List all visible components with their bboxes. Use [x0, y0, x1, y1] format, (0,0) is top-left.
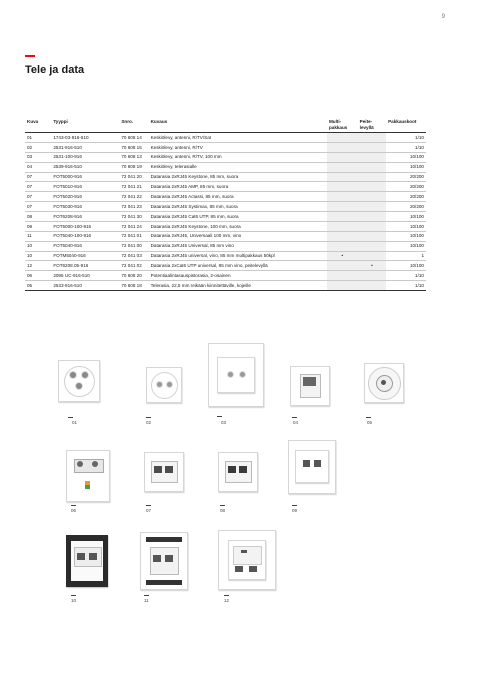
cell-kuva: 07	[25, 192, 51, 202]
cell-kuva: 07	[25, 182, 51, 192]
cell-kuvaus: Datarasia 2xRJ45 Universal, 85 mm vino	[149, 241, 327, 251]
header-kuvaus: Kuvaus	[149, 118, 327, 133]
cell-snro: 70 608 20	[119, 271, 148, 281]
cell-pakkauskoot: 20/200	[386, 192, 426, 202]
cell-peitelevylla	[358, 231, 386, 241]
accent-bar	[25, 55, 35, 57]
cell-kuvaus: Keskiölevy, telerasialle	[149, 162, 327, 172]
cell-kuvaus: Keskiölevy, antenni, R/TV/Sat	[149, 133, 327, 143]
cell-tyyppi: 2533-916-510	[51, 281, 119, 291]
product-table	[25, 118, 426, 291]
cell-tyyppi: 2095 UC-916-510	[51, 271, 119, 281]
cell-tyyppi: FOT6208-916	[51, 212, 119, 222]
cell-pakkauskoot: 10/100	[386, 221, 426, 231]
cell-peitelevylla	[358, 212, 386, 222]
table-row	[25, 271, 426, 281]
cell-kuvaus: Keskiölevy, antenni, R/TV	[149, 142, 327, 152]
cell-peitelevylla	[358, 241, 386, 251]
cell-peitelevylla	[358, 162, 386, 172]
table-row	[25, 251, 426, 261]
cell-tyyppi: FOT5040-100-916	[51, 231, 119, 241]
cell-kuva: 06	[25, 271, 51, 281]
cell-multipakkaus	[327, 172, 358, 182]
table-row	[25, 152, 426, 162]
cell-multipakkaus	[327, 231, 358, 241]
antenna-plate-3-holes-icon	[58, 360, 100, 402]
cell-peitelevylla	[358, 152, 386, 162]
cell-peitelevylla	[358, 182, 386, 192]
cell-multipakkaus	[327, 142, 358, 152]
cell-tyyppi: FOT5000-100-916	[51, 221, 119, 231]
cell-kuva: 04	[25, 162, 51, 172]
product-label: 09	[292, 508, 298, 513]
cell-tyyppi: 2531-916-510	[51, 142, 119, 152]
table-row	[25, 221, 426, 231]
product-label: 04	[293, 420, 299, 425]
cell-multipakkaus	[327, 133, 358, 143]
cell-peitelevylla	[358, 202, 386, 212]
cell-snro: 70 608 15	[119, 142, 148, 152]
cell-pakkauskoot: 10/100	[386, 231, 426, 241]
cell-peitelevylla	[358, 172, 386, 182]
cell-pakkauskoot: 20/200	[386, 172, 426, 182]
cell-peitelevylla	[358, 133, 386, 143]
cell-kuvaus: Keskiölevy, antenni, R/TV, 100 mm	[149, 152, 327, 162]
cell-kuvaus: Datarasia 2xRJ45 Systimax, 85 mm, suora	[149, 202, 327, 212]
header-snro: Snro.	[119, 118, 148, 133]
table-row	[25, 192, 426, 202]
cell-multipakkaus: •	[327, 251, 358, 261]
cell-kuva: 05	[25, 281, 51, 291]
cell-peitelevylla	[358, 251, 386, 261]
cell-multipakkaus	[327, 182, 358, 192]
cell-multipakkaus	[327, 241, 358, 251]
cell-multipakkaus	[327, 271, 358, 281]
table-row	[25, 142, 426, 152]
cell-pakkauskoot: 10/100	[386, 152, 426, 162]
cell-pakkauskoot: 1/10	[386, 142, 426, 152]
cell-pakkauskoot: 20/200	[386, 202, 426, 212]
table-row	[25, 133, 426, 143]
cell-snro: 72 041 02	[119, 261, 148, 271]
section-title: Tele ja data	[25, 64, 85, 76]
cell-multipakkaus	[327, 202, 358, 212]
page-number: 9	[441, 14, 445, 20]
cell-kuvaus: Datarasia 2xRJ45 Keystone, 85 mm, suora	[149, 172, 327, 182]
cell-snro: 72 041 00	[119, 241, 148, 251]
cell-peitelevylla	[358, 281, 386, 291]
cell-multipakkaus	[327, 152, 358, 162]
cell-snro: 70 608 19	[119, 162, 148, 172]
table-row	[25, 261, 426, 271]
data-outlet-cat6-icon	[218, 452, 258, 492]
cell-kuvaus: Datarasia 2xRJ45 Cat6 UTP, 85 mm, suora	[149, 212, 327, 222]
table-row	[25, 202, 426, 212]
cell-kuva: 09	[25, 221, 51, 231]
antenna-plate-2-holes-icon	[146, 367, 182, 403]
cell-pakkauskoot: 10/100	[386, 162, 426, 172]
product-label: 10	[71, 598, 77, 603]
product-label: 01	[72, 420, 78, 425]
product-label: 08	[220, 508, 226, 513]
cell-tyyppi: FOTM5040-916	[51, 251, 119, 261]
cell-kuvaus: Telerasia, 22,5 mm reikään kiinnitettäville, kojeille	[149, 281, 327, 291]
cell-snro: 72 041 24	[119, 221, 148, 231]
table-row	[25, 182, 426, 192]
cell-peitelevylla	[358, 142, 386, 152]
cell-tyyppi: FOT5030-916	[51, 202, 119, 212]
cell-tyyppi: 1743-03-916-510	[51, 133, 119, 143]
header-pakkauskoot: Pakkauskoot	[386, 118, 426, 133]
tele-outlet-round-icon	[364, 363, 404, 403]
cell-kuva: 01	[25, 133, 51, 143]
potential-equalization-outlet-icon	[66, 450, 110, 502]
cell-snro: 70 608 14	[119, 133, 148, 143]
cell-kuvaus: Datarasia 2xRJ45 Actassi, 85 mm, suora	[149, 192, 327, 202]
cell-kuvaus: Datarasia 2xRJ45 universal, vino, 85 mm multipakkaus 50kpl	[149, 251, 327, 261]
cell-pakkauskoot: 10/100	[386, 212, 426, 222]
cell-tyyppi: FOT6208.05-916	[51, 261, 119, 271]
table-header-row	[25, 118, 426, 133]
cell-kuvaus: Potentiaalintasauspistorasia, 2-osainen	[149, 271, 327, 281]
cell-kuva: 03	[25, 152, 51, 162]
data-outlet-100mm-icon	[288, 440, 336, 494]
cell-peitelevylla	[358, 271, 386, 281]
cell-tyyppi: FOT5020-916	[51, 192, 119, 202]
cell-kuva: 11	[25, 231, 51, 241]
data-outlet-2xrj45-icon	[144, 452, 184, 492]
table-row	[25, 212, 426, 222]
cell-kuvaus: Datarasia 2xCat6 UTP universal, 85 mm vino, peitelevyllä	[149, 261, 327, 271]
cell-snro: 72 041 01	[119, 231, 148, 241]
cell-multipakkaus	[327, 281, 358, 291]
cell-kuva: 07	[25, 172, 51, 182]
cell-kuvaus: Datarasia 2xRJ45 AMP, 85 mm, suora	[149, 182, 327, 192]
antenna-plate-100mm-icon	[208, 343, 264, 407]
cell-snro: 72 041 20	[119, 172, 148, 182]
product-label: 03	[221, 420, 227, 425]
cell-peitelevylla: •	[358, 261, 386, 271]
product-label: 06	[71, 508, 77, 513]
cell-snro: 72 041 22	[119, 192, 148, 202]
cell-tyyppi: FOT5000-916	[51, 172, 119, 182]
data-outlet-angled-cover-icon	[218, 530, 276, 590]
cell-pakkauskoot: 1/10	[386, 271, 426, 281]
cell-peitelevylla	[358, 221, 386, 231]
table-row	[25, 172, 426, 182]
cell-multipakkaus	[327, 261, 358, 271]
header-kuva: Kuva	[25, 118, 51, 133]
cell-kuvaus: Datarasia 2xRJ45, Universaali 100 mm, vino	[149, 231, 327, 241]
cell-peitelevylla	[358, 192, 386, 202]
header-multipakkaus: Multi- pakkaus	[327, 118, 358, 133]
cell-kuva: 02	[25, 142, 51, 152]
cell-tyyppi: 2531-100-916	[51, 152, 119, 162]
cell-tyyppi: FOT5040-916	[51, 241, 119, 251]
cell-tyyppi: 2539-916-510	[51, 162, 119, 172]
product-label: 07	[146, 508, 152, 513]
table-row	[25, 231, 426, 241]
table-row	[25, 162, 426, 172]
cell-snro: 72 041 21	[119, 182, 148, 192]
cell-kuva: 10	[25, 241, 51, 251]
cell-snro: 72 041 03	[119, 251, 148, 261]
cell-tyyppi: FOT5010-916	[51, 182, 119, 192]
header-peitelevylla: Peite- levyllä	[358, 118, 386, 133]
cell-snro: 70 608 13	[119, 152, 148, 162]
header-tyyppi: Tyyppi	[51, 118, 119, 133]
cell-kuvaus: Datarasia 2xRJ45 Keystone, 100 mm, suora	[149, 221, 327, 231]
cell-pakkauskoot: 10/100	[386, 241, 426, 251]
data-outlet-angled-100mm-icon	[140, 532, 188, 590]
table-row	[25, 281, 426, 291]
tele-center-plate-icon	[290, 366, 330, 406]
product-label: 11	[144, 598, 149, 603]
cell-multipakkaus	[327, 192, 358, 202]
product-label: 02	[146, 420, 152, 425]
cell-multipakkaus	[327, 212, 358, 222]
cell-kuva: 07	[25, 202, 51, 212]
product-label: 12	[224, 598, 230, 603]
table-row	[25, 241, 426, 251]
cell-pakkauskoot: 1/10	[386, 133, 426, 143]
data-outlet-angled-dark-frame-icon	[66, 535, 108, 587]
cell-pakkauskoot: 20/200	[386, 182, 426, 192]
cell-kuva: 12	[25, 261, 51, 271]
cell-pakkauskoot: 1	[386, 251, 426, 261]
cell-multipakkaus	[327, 221, 358, 231]
cell-pakkauskoot: 1/10	[386, 281, 426, 291]
cell-snro: 70 608 18	[119, 281, 148, 291]
cell-snro: 72 041 30	[119, 212, 148, 222]
cell-kuva: 08	[25, 212, 51, 222]
cell-kuva: 10	[25, 251, 51, 261]
cell-pakkauskoot: 10/100	[386, 261, 426, 271]
cell-multipakkaus	[327, 162, 358, 172]
product-label: 05	[367, 420, 373, 425]
cell-snro: 72 041 23	[119, 202, 148, 212]
